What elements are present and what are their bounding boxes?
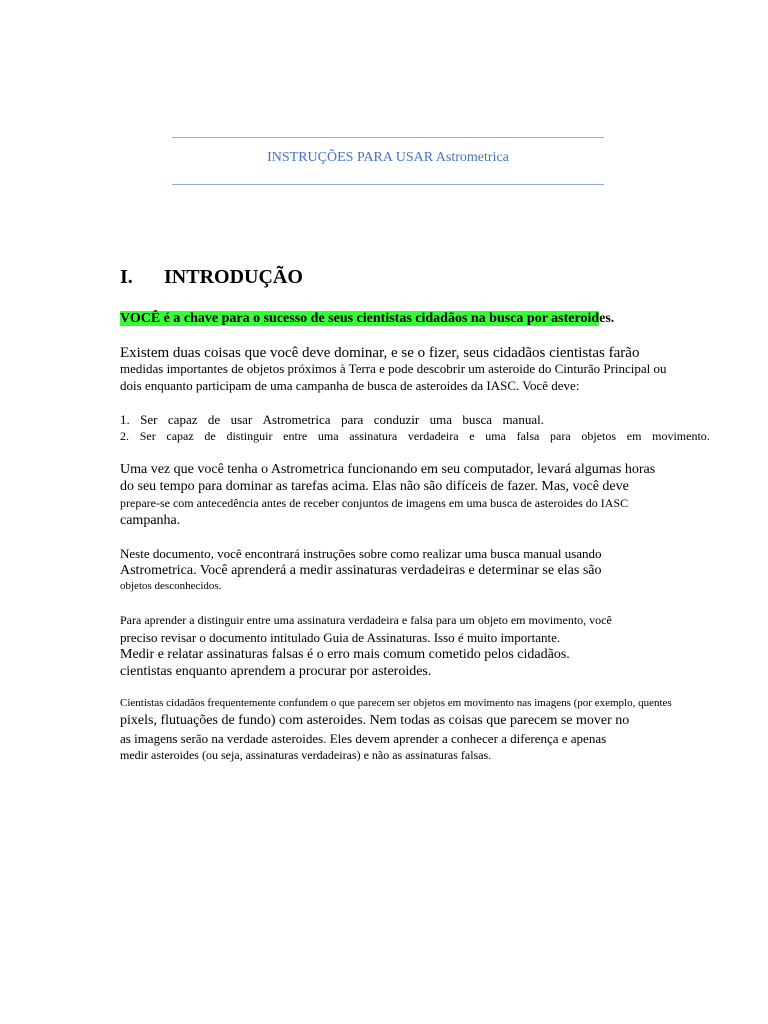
document-title: INSTRUÇÕES PARA USAR Astrometrica bbox=[267, 150, 509, 165]
list-item-2-word: verdadeira bbox=[407, 429, 459, 443]
paragraph-2-line-4: campanha. bbox=[120, 513, 181, 528]
list-item-2-word: para bbox=[550, 429, 571, 443]
list-item-2-word: uma bbox=[485, 429, 506, 443]
list-item-1 bbox=[120, 413, 544, 426]
highlighted-text: VOCÊ é a chave para o sucesso de seus cientistas cidadãos na busca por asteroid bbox=[120, 311, 600, 326]
intro-tail: es. bbox=[599, 311, 615, 326]
list-item-1-word: usar bbox=[230, 412, 253, 427]
list-item-2-word: objetos bbox=[581, 429, 617, 443]
list-item-2-word: capaz bbox=[166, 429, 194, 443]
paragraph-4-line-1: Para aprender a distinguir entre uma assinatura verdadeira e falsa para um objeto em movimento, você bbox=[120, 613, 612, 627]
list-item-2-word: em bbox=[626, 429, 642, 443]
paragraph-2-line-3: prepare-se com antecedência antes de receber conjuntos de imagens em uma busca de asteroides do IASC bbox=[120, 496, 629, 510]
paragraph-5-line-4: medir asteroides (ou seja, assinaturas verdadeiras) e não as assinaturas falsas. bbox=[120, 748, 492, 762]
list-item-2-word: falsa bbox=[516, 429, 540, 443]
header-top-rule bbox=[172, 137, 604, 138]
header-bottom-rule bbox=[172, 184, 604, 185]
list-item-2 bbox=[120, 430, 710, 442]
list-item-2-word: distinguir bbox=[226, 429, 273, 443]
paragraph-1-line-2: medidas importantes de objetos próximos à Terra e pode descobrir um asteroide do Cinturão Principal ou bbox=[120, 361, 667, 376]
list-item-1-word: Astrometrica bbox=[262, 412, 331, 427]
list-item-1-word: Ser bbox=[140, 412, 158, 427]
paragraph-1-line-1: Existem duas coisas que você deve dominar, e se o fizer, seus cidadãos cientistas farão bbox=[120, 345, 640, 361]
paragraph-4-line-4: cientistas enquanto aprendem a procurar por asteroides. bbox=[120, 664, 432, 679]
paragraph-2-line-2: do seu tempo para dominar as tarefas acima. Elas não são difíceis de fazer. Mas, você deve bbox=[120, 479, 629, 494]
section-heading bbox=[120, 266, 303, 289]
list-item-1-word: conduzir bbox=[373, 412, 420, 427]
list-item-2-number: 2. bbox=[120, 429, 129, 443]
list-item-2-word: entre bbox=[283, 429, 308, 443]
section-number: I. bbox=[120, 266, 133, 288]
list-item-1-word: de bbox=[207, 412, 221, 427]
paragraph-3-line-1: Neste documento, você encontrará instruções sobre como realizar uma busca manual usando bbox=[120, 546, 602, 561]
section-title: INTRODUÇÃO bbox=[164, 266, 303, 288]
paragraph-5-line-2: pixels, flutuações de fundo) com asteroides. Nem todas as coisas que parecem se mover no bbox=[120, 713, 630, 728]
list-item-2-word: uma bbox=[317, 429, 339, 443]
paragraph-5-line-3: as imagens serão na verdade asteroides. Eles devem aprender a conhecer a diferença e apenas bbox=[120, 731, 607, 746]
list-item-2-word: e bbox=[469, 429, 475, 443]
paragraph-2-line-1: Uma vez que você tenha o Astrometrica funcionando em seu computador, levará algumas horas bbox=[120, 462, 656, 477]
paragraph-5-line-1: Cientistas cidadãos frequentemente confundem o que parecem ser objetos em movimento nas imagens (por exemplo, quentes bbox=[120, 697, 672, 709]
list-item-1-number: 1. bbox=[120, 412, 130, 427]
list-item-1-word: busca bbox=[462, 412, 493, 427]
list-item-1-word: manual. bbox=[502, 412, 544, 427]
intro-statement bbox=[120, 312, 614, 326]
paragraph-1-line-3: dois enquanto participam de uma campanha de busca de asteroides da IASC. Você deve: bbox=[120, 378, 580, 393]
list-item-2-word: Ser bbox=[139, 429, 156, 443]
paragraph-4-line-2: preciso revisar o documento intitulado Guia de Assinaturas. Isso é muito importante. bbox=[120, 630, 561, 645]
list-item-2-word: movimento. bbox=[652, 429, 710, 443]
paragraph-3-line-3: objetos desconhecidos. bbox=[120, 580, 222, 592]
list-item-1-word: capaz bbox=[167, 412, 198, 427]
list-item-2-word: assinatura bbox=[349, 429, 398, 443]
list-item-1-word: para bbox=[340, 412, 364, 427]
list-item-2-word: de bbox=[204, 429, 216, 443]
list-item-1-word: uma bbox=[429, 412, 453, 427]
paragraph-4-line-3: Medir e relatar assinaturas falsas é o erro mais comum cometido pelos cidadãos. bbox=[120, 647, 570, 662]
paragraph-3-line-2: Astrometrica. Você aprenderá a medir assinaturas verdadeiras e determinar se elas são bbox=[120, 563, 602, 578]
